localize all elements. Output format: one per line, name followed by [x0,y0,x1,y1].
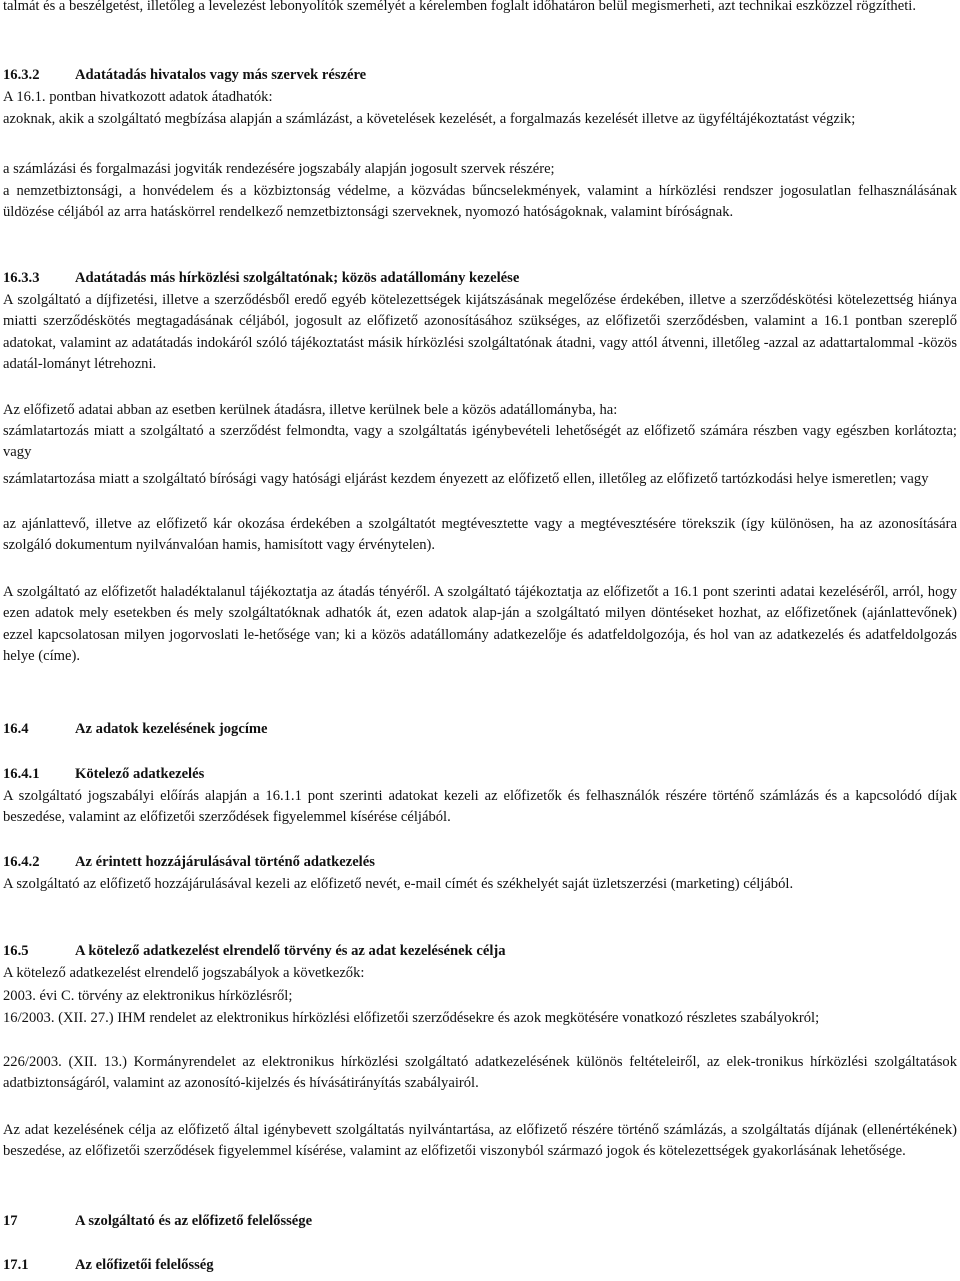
list-item: számlatartozása miatt a szolgáltató bírósági vagy hatósági eljárást kezdem ényezett az előfizető ellen, illetőleg az előfizető tartózkodási helye ismeretlen; vagy [3,471,929,487]
paragraph: Az adat kezelésének célja az előfizető által igénybevett szolgáltatás nyilvántartása, az előfizető részére történő számlázás, a szolgáltatás díjának (ellenértékének) beszedése, az előfizetői szerződések figyelemmel kísérése, valamint az előfizetői viszonyból származó jogok és kötelezettségek gyakorlásának lehetősége. [3,1122,957,1160]
heading-number: 16.5 [3,943,29,959]
list-item: a számlázási és forgalmazási jogviták rendezésére jogszabály alapján jogosult szervek részére; [3,161,555,177]
heading-16-4-2 [3,852,375,873]
paragraph-intro: Az előfizető adatai abban az esetben kerülnek átadásra, illetve kerülnek bele a közös adatállományba, ha: [3,402,618,418]
heading-16-3-3 [3,268,519,289]
list-item: azoknak, akik a szolgáltató megbízása alapján a számlázást, a követelések kezelését, a forgalmazás kezelését illetve az ügyféltájékoztatást végzik; [3,111,856,127]
list-item: a nemzetbiztonsági, a honvédelem és a közbiztonság védelme, a közvádas bűncselekmények, valamint a hírközlési rendszer jogosulatlan felhasználásának üldözése céljából az arra hatáskörrel rendelkező nemzetbiztonsági szerveknek, nyomozó hatóságoknak, valamint bíróságnak. [3,183,957,221]
heading-16-4 [3,719,268,740]
heading-title: Adatátadás más hírközlési szolgáltatónak; közös adatállomány kezelése [75,270,520,286]
heading-number: 16.3.2 [3,67,40,83]
paragraph: A szolgáltató a díjfizetési, illetve a szerződésből eredő egyéb kötelezettségek kijátszásának megelőzése érdekében, illetve a szerződéskötési kötelezettség hiánya miatti szerződéskötés megtagadásának céljából, jogosult az előfizető azonosításához szükséges, az előfizetői szerződésben, valamint a 16.1 pontban szereplő adatokat, valamint az adatátadás indokáról szóló tájékoztatást másik hírközlési szolgáltatónak átadni, vagy attól átvenni, illetőleg -azzal az adattartalommal -közös adatál-lományt létrehozni. [3,292,957,372]
heading-number: 16.4 [3,721,29,737]
paragraph: A szolgáltató az előfizetőt haladéktalanul tájékoztatja az átadás tényéről. A szolgáltató tájékoztatja az előfizetőt a 16.1 pont szerinti adatai kezeléséről, arról, hogy ezen adatok mely esetekben és mely szolgáltatóknak adhatók át, ezen adatok alap-ján a szolgáltató milyen döntéseket hozhat, az előfizetőnek (ajánlattevőnek) ezzel kapcsolatosan milyen jogorvoslati le-hetősége van; ki a közös adatállomány adatkezelője és adatfeldolgozója, és hol van az adatkezelés és adatfeldolgozás helye (címe). [3,584,957,664]
heading-number: 17.1 [3,1257,29,1273]
heading-title: Az adatok kezelésének jogcíme [75,721,268,737]
heading-title: A kötelező adatkezelést elrendelő törvény és az adat kezelésének célja [75,943,506,959]
heading-title: A szolgáltató és az előfizető felelőssége [75,1213,313,1229]
paragraph-intro: A kötelező adatkezelést elrendelő jogszabályok a következők: [3,965,365,981]
heading-16-5 [3,941,506,962]
heading-17-1 [3,1255,214,1276]
paragraph: A szolgáltató az előfizető hozzájárulásával kezeli az előfizető nevét, e-mail címét és székhelyét saját üzletszerzési (marketing) céljából. [3,876,794,892]
heading-16-3-2 [3,65,366,86]
heading-number: 17 [3,1213,18,1229]
law-reference: 226/2003. (XII. 13.) Kormányrendelet az elektronikus hírközlési szolgáltató adatkezelésének különös feltételeiről, az elek-tronikus hírközlési szolgáltatások adatbiztonságáról, valamint az azonosító-kijelzés és hívásátirányítás szabályairól. [3,1054,957,1092]
list-intro: A 16.1. pontban hivatkozott adatok átadhatók: [3,89,273,105]
heading-17 [3,1211,312,1232]
law-reference: 16/2003. (XII. 27.) IHM rendelet az elektronikus hírközlési előfizetői szerződésekre és azok megkötésére vonatkozó részletes szabályokról; [3,1010,820,1026]
heading-number: 16.4.2 [3,854,40,870]
paragraph-continuation: talmát és a beszélgetést, illetőleg a levelezést lebonyolítók személyét a kérelemben foglalt időhatáron belül megismerheti, azt technikai eszközzel rögzítheti. [3,0,916,14]
heading-number: 16.4.1 [3,766,40,782]
heading-number: 16.3.3 [3,270,40,286]
heading-title: Adatátadás hivatalos vagy más szervek részére [75,67,367,83]
heading-title: Kötelező adatkezelés [75,766,205,782]
list-item: számlatartozás miatt a szolgáltató a szerződést felmondta, vagy a szolgáltatás igénybevételi lehetőségét az előfizető számára részben vagy egészben korlátozta; vagy [3,423,957,461]
paragraph: A szolgáltató jogszabályi előírás alapján a 16.1.1 pont szerinti adatokat kezeli az előfizetők és felhasználók részére történő számlázás és a kapcsolódó díjak beszedése, valamint az előfizetői szerződések figyelemmel kísérése céljából. [3,788,957,826]
list-item: az ajánlattevő, illetve az előfizető kár okozása érdekében a szolgáltatót megtévesztette vagy a megtévesztésére törekszik (így különösen, ha az azonosítására szolgáló dokumentum nyilvánvalóan hamis, hamisított vagy érvénytelen). [3,516,957,554]
heading-title: Az érintett hozzájárulásával történő adatkezelés [75,854,375,870]
heading-16-4-1 [3,764,204,785]
heading-title: Az előfizetői felelősség [75,1257,214,1273]
law-reference: 2003. évi C. törvény az elektronikus hírközlésről; [3,988,293,1004]
